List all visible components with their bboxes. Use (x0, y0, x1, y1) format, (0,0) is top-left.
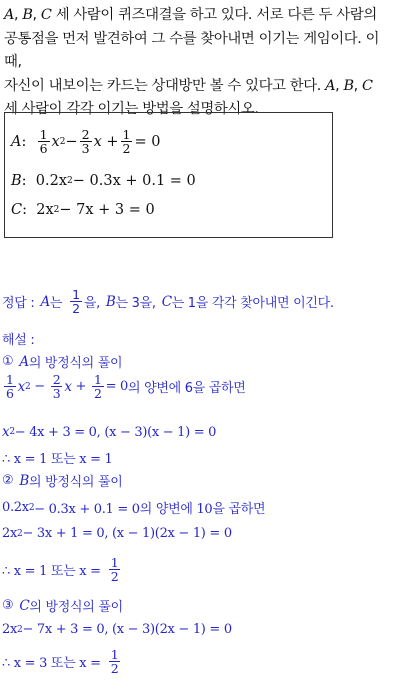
equation-c: C : 2x 2 − 7x + 3 = 0 (11, 202, 155, 218)
step-1-heading: ① A 의 방정식의 풀이 (2, 353, 123, 371)
step-3-heading: ③ C 의 방정식의 풀이 (2, 597, 123, 615)
var-a: A (4, 7, 14, 23)
answer-fraction: $\frac{1}{2}$ (72, 287, 80, 316)
step-2-heading: ② B 의 방정식의 풀이 (2, 472, 123, 490)
step-3-line-2: ∴ x = 3 또는 x = $\frac{1}{2}$ (2, 647, 119, 676)
fraction-one-half: $\frac{1}{2}$ (122, 127, 131, 156)
equation-a: A : $\frac{1}{6}$ x 2 − $\frac{2}{3}$ x + $\frac{1}{2}$ = 0 (11, 127, 161, 156)
equation-c-label: C (11, 202, 23, 218)
equation-a-label: A (11, 133, 22, 150)
problem-line-2: 공통점을 먼저 발견하여 그 수를 찾아내면 이기는 게임이다. 이때, (4, 30, 380, 70)
step-1-line-3: ∴ x = 1 또는 x = 1 (2, 452, 113, 467)
step-3-line-1: 2x 2 − 7x + 3 = 0, (x − 3)(2x − 1) = 0 (2, 622, 232, 637)
answer-line: 정답 : A 는 $\frac{1}{2}$ 을, B 는 3을, C 는 1을 각각 찾아내면 이긴다. (2, 287, 334, 316)
explanation-label: 해설 : (2, 333, 35, 348)
step-2-line-2: 2x 2 − 3x + 1 = 0, (x − 1)(2x − 1) = 0 (2, 526, 232, 541)
equation-b-label: B (11, 173, 22, 189)
problem-line-4: 세 사람이 각각 이기는 방법을 설명하시오. (4, 101, 259, 117)
step-1-line-2: x 2 − 4x + 3 = 0, (x − 3)(x − 1) = 0 (2, 424, 217, 440)
problem-line-1-text: 세 사람이 퀴즈대결을 하고 있다. 서로 다른 두 사람의 (55, 7, 377, 23)
equation-b: B : 0.2x 2 − 0.3x + 0.1 = 0 (11, 173, 196, 189)
var-c-2: C (362, 77, 373, 94)
step-1-line-1: $\frac{1}{6}$ x 2 − $\frac{2}{3}$ x + $\frac{1}{2}$ = 0 의 양변에 6을 곱하면 (6, 372, 246, 401)
fraction-two-thirds: $\frac{2}{3}$ (81, 127, 90, 156)
fraction-one-sixth: $\frac{1}{6}$ (39, 127, 48, 156)
var-a-2: A (325, 77, 336, 94)
var-c: C (40, 7, 52, 23)
var-b: B (22, 7, 33, 23)
equation-box (4, 112, 333, 238)
problem-line-3: 자신이 내보이는 카드는 상대방만 볼 수 있다고 한다. A, B, C (4, 77, 373, 94)
problem-line-3-text: 자신이 내보이는 카드는 상대방만 볼 수 있다고 한다. (4, 77, 321, 94)
problem-line-1: A, B, C 세 사람이 퀴즈대결을 하고 있다. 서로 다른 두 사람의 (4, 7, 377, 23)
problem-statement (4, 4, 396, 122)
step-2-line-3: ∴ x = 1 또는 x = $\frac{1}{2}$ (2, 555, 119, 584)
var-b-2: B (343, 77, 354, 94)
step-2-line-1: 0.2x 2 − 0.3x + 0.1 = 0의 양변에 10을 곱하면 (2, 500, 266, 517)
